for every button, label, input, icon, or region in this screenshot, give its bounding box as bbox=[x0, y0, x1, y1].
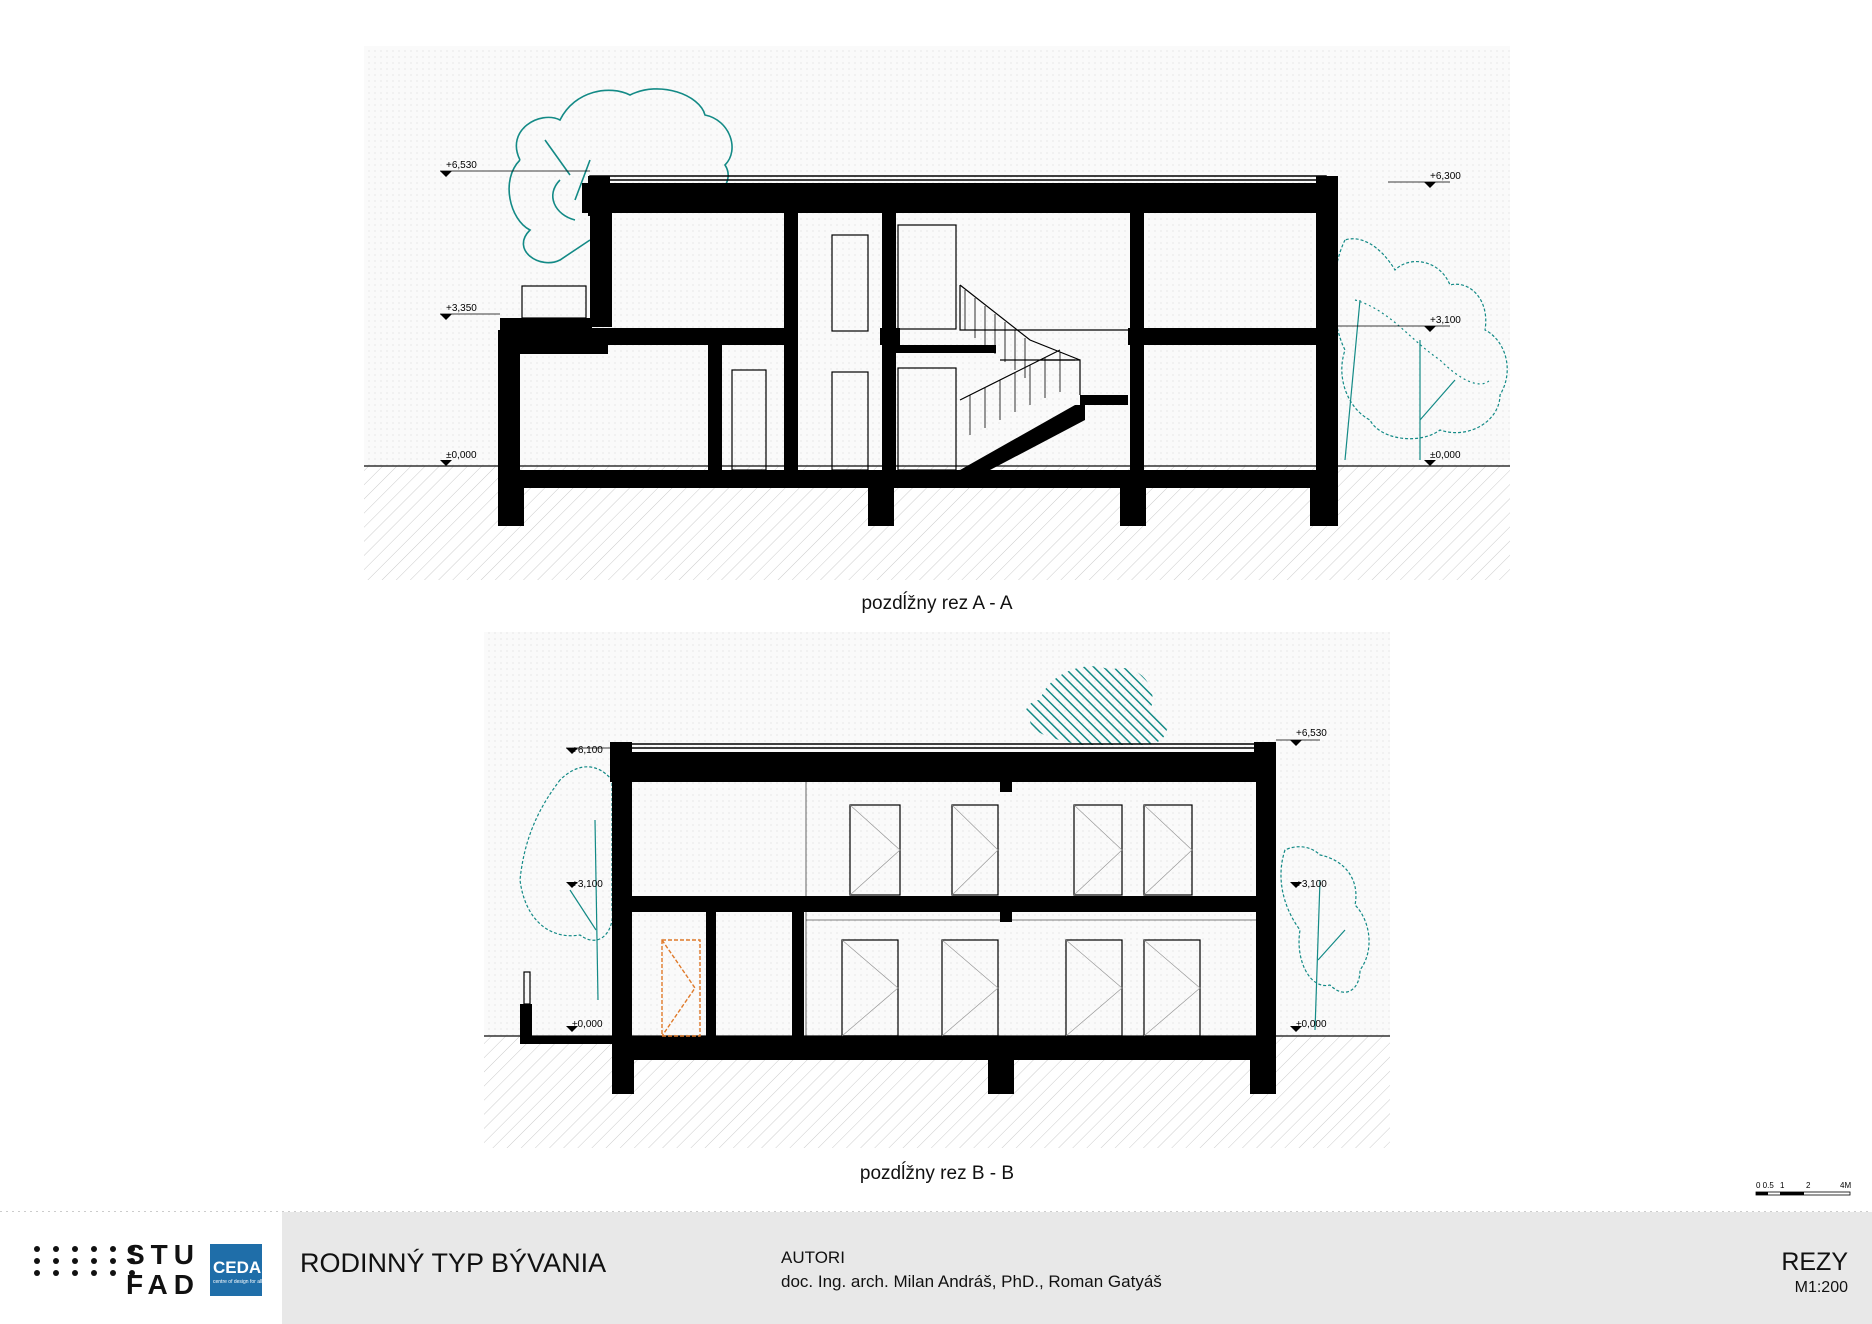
level-a-3: +3,350 bbox=[446, 303, 477, 314]
section-a-a bbox=[364, 46, 1510, 580]
scale-tick-2: 2 bbox=[1806, 1181, 1811, 1190]
level-a-5: ±0,000 bbox=[446, 450, 477, 461]
authors-heading: AUTORI bbox=[781, 1248, 845, 1267]
caption-b-b: pozdĺžny rez B - B bbox=[859, 1163, 1015, 1184]
level-b-2: +6,530 bbox=[1296, 728, 1327, 739]
sheet-title: REZY bbox=[1781, 1248, 1848, 1276]
level-b-4: +3,100 bbox=[1296, 879, 1327, 890]
level-a-4: +3,100 bbox=[1430, 315, 1461, 326]
scale-tick-1: 1 bbox=[1780, 1181, 1785, 1190]
section-b-b bbox=[484, 632, 1390, 1148]
level-a-2: +6,300 bbox=[1430, 171, 1461, 182]
level-a-6: ±0,000 bbox=[1430, 450, 1461, 461]
level-b-6: ±0,000 bbox=[1296, 1019, 1327, 1030]
level-b-1: +6,100 bbox=[572, 745, 603, 756]
ceda-logo bbox=[210, 1244, 262, 1296]
sky-background bbox=[364, 46, 1510, 466]
level-b-3: +3,100 bbox=[572, 879, 603, 890]
scale-tick-0: 0 0.5 bbox=[1756, 1181, 1774, 1190]
sheet-scale: M1:200 bbox=[1794, 1279, 1848, 1296]
ceda-subtitle: centre of design for all bbox=[213, 1279, 263, 1285]
caption-a-a: pozdĺžny rez A - A bbox=[861, 593, 1013, 614]
project-title: RODINNÝ TYP BÝVANIA bbox=[300, 1248, 607, 1278]
level-a-1: +6,530 bbox=[446, 160, 477, 171]
scale-bar bbox=[1756, 1181, 1851, 1195]
ceda-title: CEDA bbox=[213, 1258, 262, 1277]
level-b-5: ±0,000 bbox=[572, 1019, 603, 1030]
stu-fad-logo bbox=[126, 1240, 200, 1300]
scale-tick-3: 4M bbox=[1840, 1181, 1852, 1190]
authors-names: doc. Ing. arch. Milan Andráš, PhD., Roman Gatyáš bbox=[781, 1272, 1162, 1291]
stu-fad-logo-dots bbox=[34, 1246, 139, 1276]
logo-line-1: STU bbox=[126, 1239, 200, 1270]
logo-line-2: FAD bbox=[126, 1269, 200, 1300]
